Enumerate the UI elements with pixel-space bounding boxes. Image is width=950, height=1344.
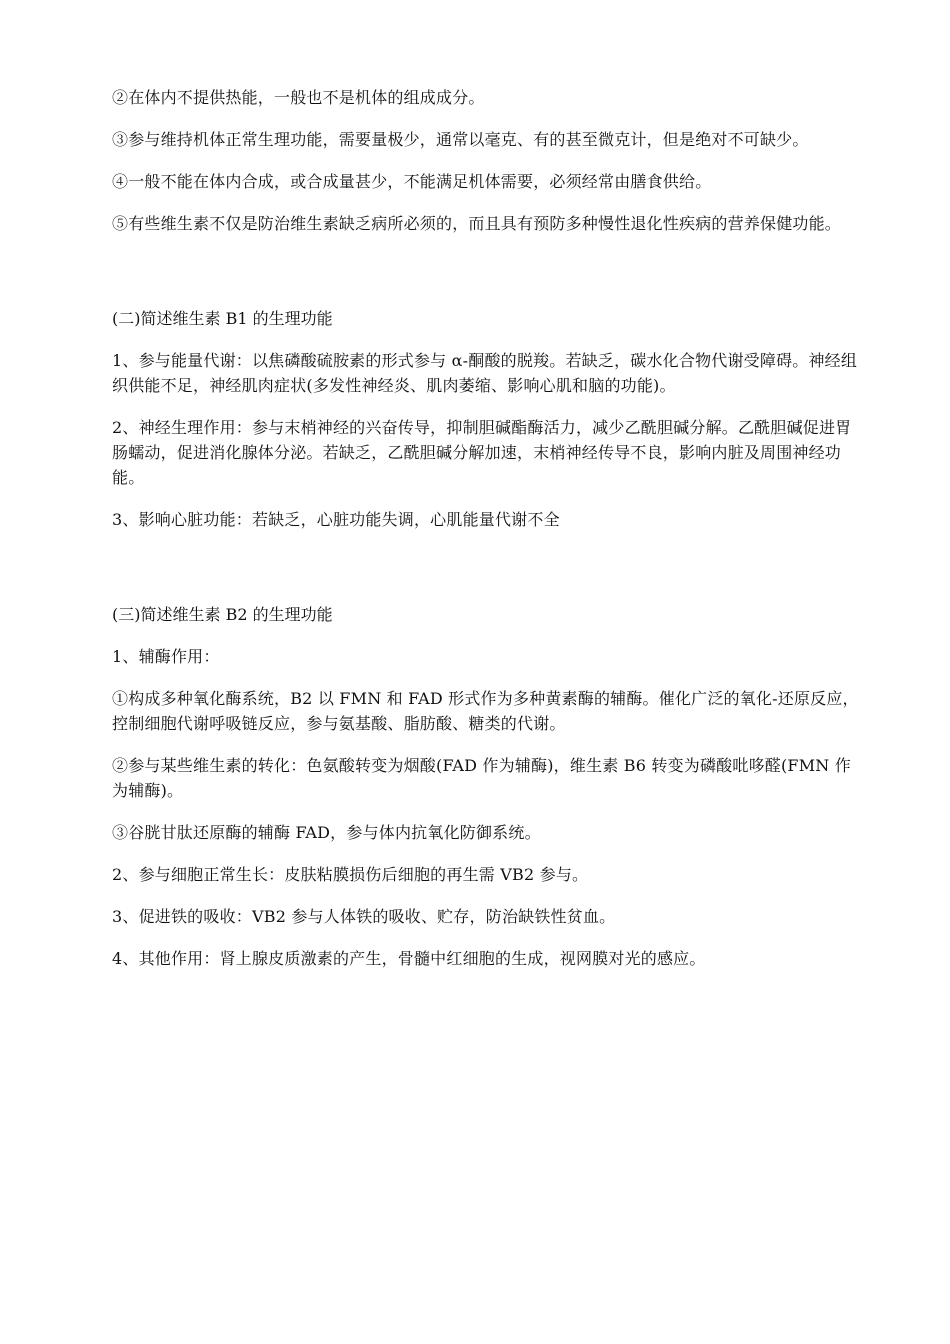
section-vitamin-b1	[112, 306, 862, 532]
section-vitamin-traits	[112, 85, 862, 236]
paragraph: 1、辅酶作用：	[112, 647, 220, 666]
paragraph: 1、参与能量代谢：以焦磷酸硫胺素的形式参与 α-酮酸的脱羧。若缺乏，碳水化合物代谢受障碍。神经组织供能不足，神经肌肉症状(多发性神经炎、肌肉萎缩、影响心肌和脑的功能)。	[112, 351, 858, 395]
paragraph: ③谷胱甘肽还原酶的辅酶 FAD，参与体内抗氧化防御系统。	[112, 823, 541, 842]
paragraph: 2、参与细胞正常生长：皮肤粘膜损伤后细胞的再生需 VB2 参与。	[112, 865, 589, 884]
paragraph: ②在体内不提供热能，一般也不是机体的组成成分。	[112, 88, 485, 107]
paragraph: ②参与某些维生素的转化：色氨酸转变为烟酸(FAD 作为辅酶)，维生素 B6 转变为磷酸吡哆醛(FMN 作为辅酶)。	[112, 756, 851, 800]
section-vitamin-b2	[112, 602, 862, 971]
section-heading: (三)简述维生素 B2 的生理功能	[112, 605, 333, 624]
paragraph: ①构成多种氧化酶系统，B2 以 FMN 和 FAD 形式作为多种黄素酶的辅酶。催化广泛的氧化-还原反应，控制细胞代谢呼吸链反应，参与氨基酸、脂肪酸、糖类的代谢。	[112, 689, 859, 733]
paragraph: 2、神经生理作用：参与末梢神经的兴奋传导，抑制胆碱酯酶活力，减少乙酰胆碱分解。乙酰胆碱促进胃肠蠕动，促进消化腺体分泌。若缺乏，乙酰胆碱分解加速，末梢神经传导不良，影响内脏及周围神经功能。	[112, 418, 852, 487]
section-spacer	[112, 253, 862, 306]
paragraph: 3、促进铁的吸收：VB2 参与人体铁的吸收、贮存，防治缺铁性贫血。	[112, 907, 616, 926]
section-heading: (二)简述维生素 B1 的生理功能	[112, 309, 333, 328]
paragraph: ⑤有些维生素不仅是防治维生素缺乏病所必须的，而且具有预防多种慢性退化性疾病的营养保健功能。	[112, 214, 842, 233]
paragraph: ③参与维持机体正常生理功能，需要量极少，通常以毫克、有的甚至微克计，但是绝对不可缺少。	[112, 130, 809, 149]
paragraph: 4、其他作用：肾上腺皮质激素的产生，骨髓中红细胞的生成，视网膜对光的感应。	[112, 949, 706, 968]
paragraph: 3、影响心脏功能：若缺乏，心脏功能失调，心肌能量代谢不全	[112, 510, 560, 529]
section-spacer	[112, 549, 862, 602]
paragraph: ④一般不能在体内合成，或合成量甚少，不能满足机体需要，必须经常由膳食供给。	[112, 172, 712, 191]
